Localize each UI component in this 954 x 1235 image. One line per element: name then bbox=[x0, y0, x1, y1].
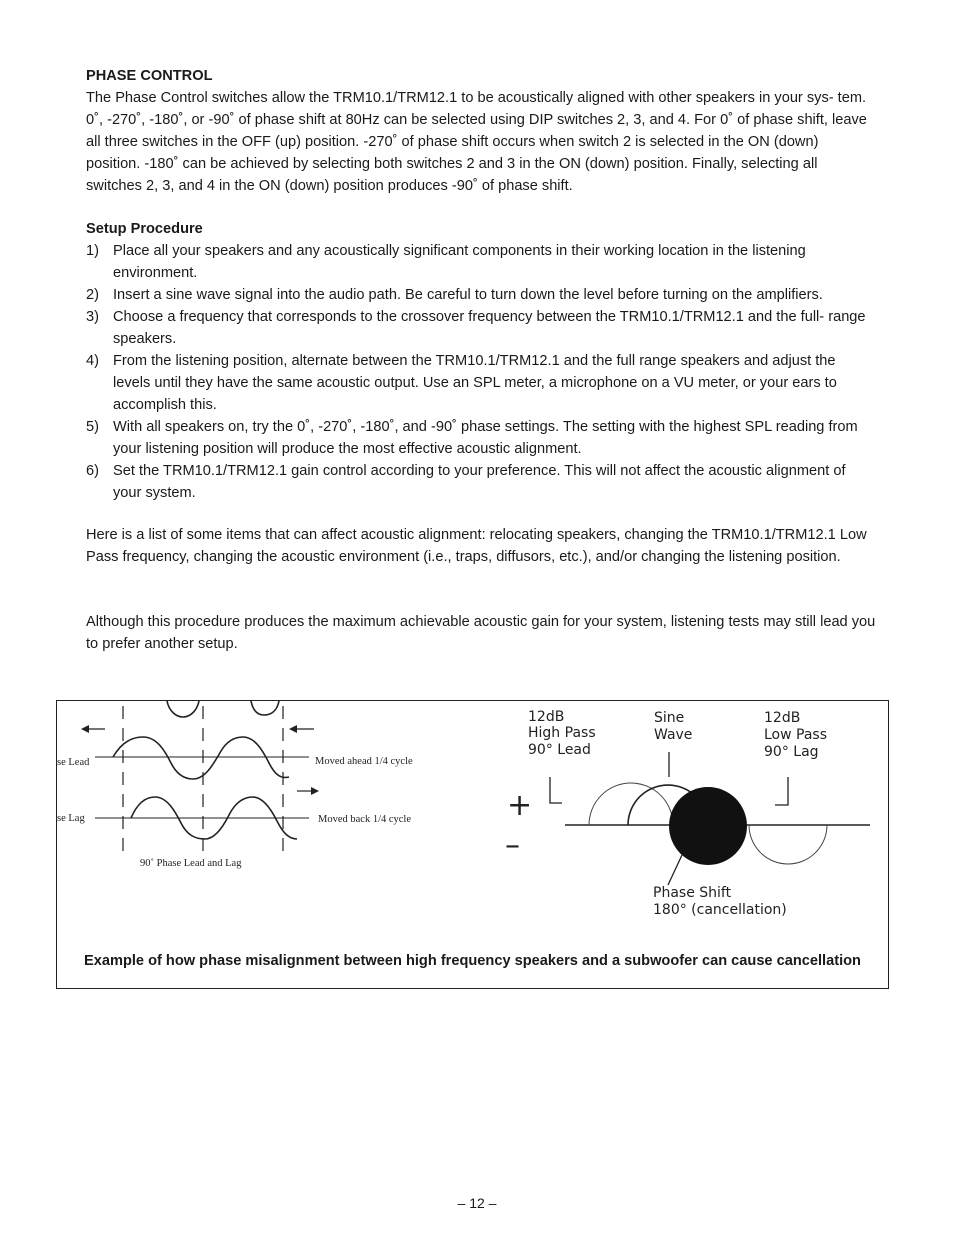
high-pass-line3: 90° Lead bbox=[528, 742, 591, 758]
step-number: 1) bbox=[86, 243, 99, 259]
step-text: Set the TRM10.1/TRM12.1 gain control according to your preference. This will not affect the acoustic alignment of your system. bbox=[113, 463, 846, 501]
left-arrow-icon bbox=[81, 725, 89, 733]
low-pass-line1: 12dB bbox=[764, 710, 801, 726]
minus-sign: – bbox=[505, 828, 520, 863]
sine-wave-line1: Sine bbox=[654, 710, 685, 726]
list-item bbox=[86, 460, 876, 504]
high-pass-wave bbox=[589, 783, 673, 825]
step-text: Choose a frequency that corresponds to the crossover frequency between the TRM10.1/TRM12.1 and the full- range speakers. bbox=[113, 309, 866, 347]
step-text: Place all your speakers and any acoustically significant components in their working location in the listening environment. bbox=[113, 243, 806, 281]
phase-lead-label: se Lead bbox=[57, 757, 90, 768]
step-number: 5) bbox=[86, 419, 99, 435]
phase-shift-line2: 180° (cancellation) bbox=[653, 902, 787, 918]
phase-shift-leader bbox=[668, 855, 682, 885]
left-arrow-icon bbox=[289, 725, 297, 733]
sine-wave-line2: Wave bbox=[654, 727, 693, 743]
step-number: 4) bbox=[86, 353, 99, 369]
high-pass-leader bbox=[550, 777, 562, 803]
alignment-items-paragraph bbox=[86, 524, 876, 568]
setup-steps-list bbox=[86, 240, 876, 504]
step-number: 3) bbox=[86, 309, 99, 325]
list-item bbox=[86, 240, 876, 284]
top-partial-wave bbox=[167, 701, 279, 717]
low-pass-leader bbox=[775, 777, 788, 805]
phase-lag-label: se Lag bbox=[57, 813, 85, 824]
setup-procedure-section bbox=[86, 218, 876, 504]
low-pass-line2: Low Pass bbox=[764, 727, 827, 743]
although-text: Although this procedure produces the maximum achievable acoustic gain for your system, listening tests may still lead you to prefer another setup. bbox=[86, 614, 876, 652]
lead-lag-caption: 90˚ Phase Lead and Lag bbox=[140, 858, 242, 869]
cancellation-disc bbox=[669, 787, 747, 865]
high-pass-line1: 12dB bbox=[528, 709, 565, 725]
low-pass-line3: 90° Lag bbox=[764, 744, 819, 760]
high-pass-line2: High Pass bbox=[528, 725, 596, 741]
moved-back-label: Moved back 1/4 cycle bbox=[318, 814, 412, 825]
right-arrow-icon bbox=[311, 787, 319, 795]
list-item bbox=[86, 416, 876, 460]
items-text: Here is a list of some items that can affect acoustic alignment: relocating speakers, changing the TRM10.1/TRM12.1 Low Pass frequency, changing the acoustic environment (i.e., traps, diffusors, etc.), and/or changing the listening position. bbox=[86, 527, 867, 565]
phase-control-body: The Phase Control switches allow the TRM10.1/TRM12.1 to be acoustically aligned with other speakers in your sys- tem. 0˚, -270˚, -180˚, or -90˚ of phase shift at 80Hz can be selected using DIP switches 2, 3, and 4. For 0˚ of phase shift, leave all three switches in the OFF (up) position. -270˚ of phase shift occurs when switch 2 is selected in the ON (down) position. -180˚ can be achieved by selecting both switches 2 and 3 in the ON (down) position. Finally, selecting all switches 2, 3, and 4 in the ON (down) position produces -90˚ of phase shift. bbox=[86, 90, 867, 194]
although-paragraph bbox=[86, 611, 876, 655]
moved-ahead-label: Moved ahead 1/4 cycle bbox=[315, 756, 413, 767]
phase-control-section bbox=[86, 65, 876, 197]
phase-lead-lag-diagram bbox=[57, 701, 413, 869]
page-number: – 12 – bbox=[457, 1195, 497, 1211]
step-text: Insert a sine wave signal into the audio path. Be careful to turn down the level before turning on the amplifiers. bbox=[113, 287, 823, 303]
step-text: With all speakers on, try the 0˚, -270˚, -180˚, and -90˚ phase settings. The setting with the highest SPL reading from your listening position will produce the most effective acoustic alignment. bbox=[113, 419, 858, 457]
step-number: 6) bbox=[86, 463, 99, 479]
plus-sign: + bbox=[507, 788, 533, 823]
list-item bbox=[86, 350, 876, 416]
step-text: From the listening position, alternate between the TRM10.1/TRM12.1 and the full range speakers and adjust the levels until they have the same acoustic output. Use an SPL meter, a microphone on a VU meter, or your ears to accomplish this. bbox=[113, 353, 837, 413]
step-number: 2) bbox=[86, 287, 99, 303]
setup-heading: Setup Procedure bbox=[86, 221, 203, 237]
phase-shift-line1: Phase Shift bbox=[653, 885, 732, 901]
phase-diagram bbox=[57, 701, 889, 989]
figure-caption: Example of how phase misalignment between high frequency speakers and a subwoofer can cause cancellation bbox=[84, 953, 861, 969]
lead-wave bbox=[113, 737, 289, 779]
list-item bbox=[86, 284, 876, 306]
list-item bbox=[86, 306, 876, 350]
phase-figure bbox=[56, 700, 889, 989]
low-pass-wave bbox=[749, 825, 827, 864]
cancellation-diagram bbox=[505, 709, 870, 918]
phase-control-heading: PHASE CONTROL bbox=[86, 68, 213, 84]
